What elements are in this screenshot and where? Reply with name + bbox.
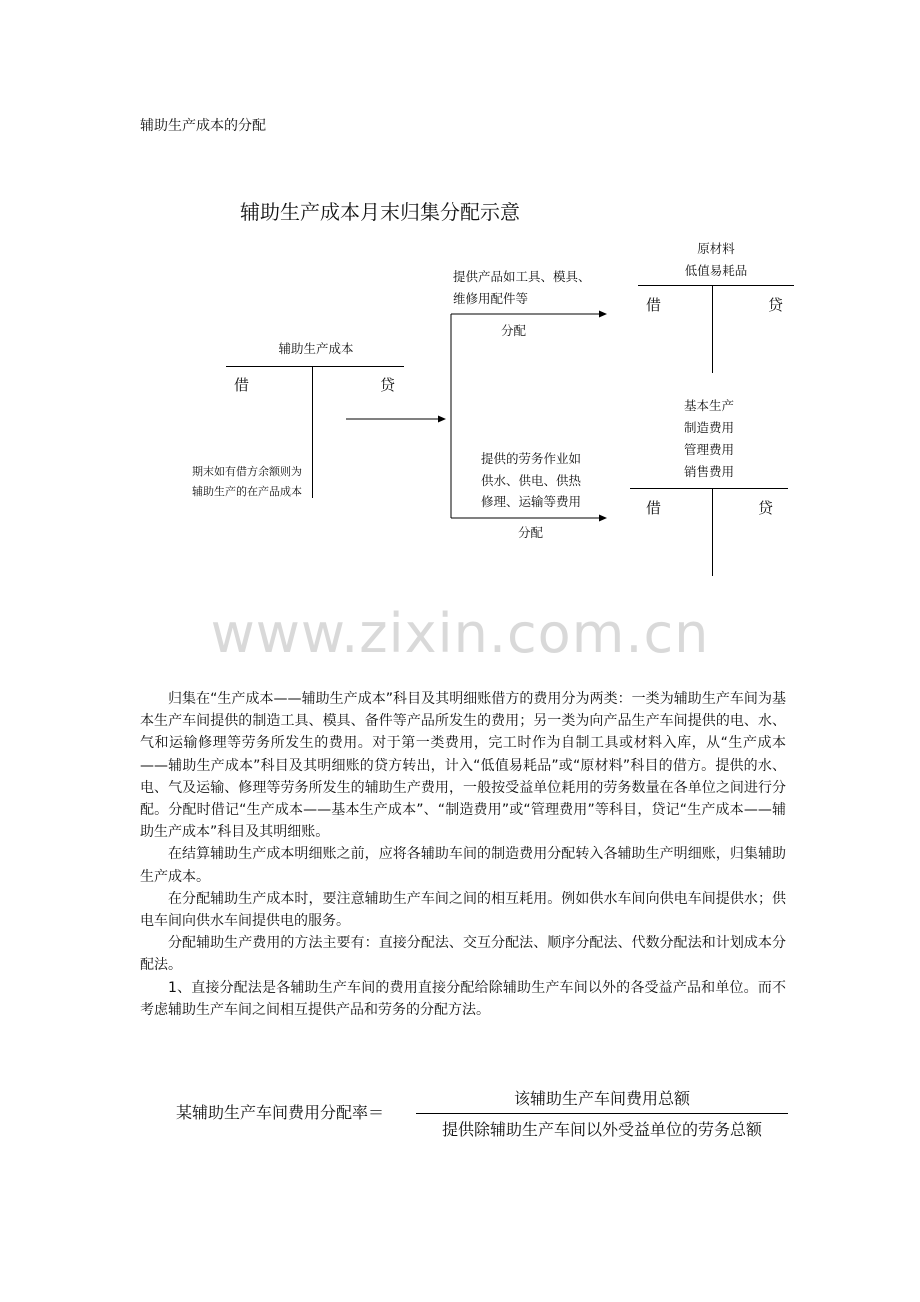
lower-account-divider	[712, 488, 713, 576]
paragraph-2: 在结算辅助生产成本明细账之前，应将各辅助车间的制造费用分配转入各辅助生产明细账，归集辅助生产成本。	[140, 846, 786, 885]
left-account-note-1: 期末如有借方余额则为	[192, 465, 302, 478]
lower-account-credit: 贷	[758, 499, 774, 517]
lower-account-top-line	[630, 488, 788, 489]
lower-account-debit: 借	[646, 499, 662, 517]
upper-account-name-2: 低值易耗品	[684, 263, 748, 278]
paragraph-4: 分配辅助生产费用的方法主要有：直接分配法、交互分配法、顺序分配法、代数分配法和计划成本分配法。	[140, 935, 786, 974]
left-account-credit: 贷	[380, 376, 396, 394]
upper-account-credit: 贷	[768, 296, 784, 314]
lower-account-name-4: 销售费用	[683, 464, 734, 479]
upper-account-name-1: 原材料	[697, 241, 735, 256]
formula-lhs: 某辅助生产车间费用分配率＝	[176, 1103, 385, 1122]
upper-account-top-line	[638, 285, 794, 286]
body-text	[140, 688, 786, 1021]
upper-branch-desc-2: 维修用配件等	[453, 291, 529, 306]
paragraph-3: 在分配辅助生产成本时，要注意辅助生产车间之间的相互耗用。例如供水车间向供电车间提供水；供电车间向供水车间提供电的服务。	[140, 890, 786, 930]
lower-account-name-1: 基本生产	[683, 398, 734, 413]
lower-branch-desc-3: 修理、运输等费用	[481, 494, 582, 509]
lower-account-name-2: 制造费用	[683, 420, 734, 435]
upper-branch-desc-1: 提供产品如工具、模具、	[453, 269, 591, 284]
lower-branch-desc-1: 提供的劳务作业如	[481, 451, 582, 466]
paragraph-1: 归集在“生产成本——辅助生产成本”科目及其明细账借方的费用分为两类：一类为辅助生产车间为基本生产车间提供的制造工具、模具、备件等产品所发生的费用；另一类为向产品生产车间提供的电、水、气和运输修理等劳务所发生的费用。对于第一类费用，完工时作为自制工具或材料入库，从“生产成本——辅助生产成本”科目及其明细账的贷方转出，计入“低值易耗品”或“原材料”科目的借方。提供的水、电、气及运输、修理等劳务所发生的辅助生产费用，一般按受益单位耗用的劳务数量在各单位之间进行分配。分配时借记“生产成本——基本生产成本”、“制造费用”或“管理费用”等科目，贷记“生产成本——辅助生产成本”科目及其明细账。	[140, 691, 786, 841]
upper-account-divider	[712, 285, 713, 373]
diagram-title: 辅助生产成本月末归集分配示意	[240, 200, 520, 224]
upper-account-debit: 借	[646, 296, 662, 314]
upper-branch-action: 分配	[501, 323, 527, 338]
formula-numerator: 该辅助生产车间费用总额	[513, 1089, 690, 1108]
fraction-bar	[416, 1113, 788, 1114]
lower-account-name-3: 管理费用	[683, 442, 734, 457]
left-account-name: 辅助生产成本	[278, 341, 354, 356]
formula-fraction	[416, 1086, 788, 1140]
watermark: www.zixin.com.cn	[210, 602, 710, 665]
left-account-debit: 借	[234, 376, 250, 394]
document-heading: 辅助生产成本的分配	[140, 118, 266, 134]
allocation-rate-formula	[176, 1086, 796, 1142]
formula-denominator: 提供除辅助生产车间以外受益单位的劳务总额	[441, 1120, 762, 1139]
left-account-note-2: 辅助生产的在产品成本	[192, 485, 302, 498]
lower-branch-action: 分配	[518, 525, 544, 540]
paragraph-5: 1、直接分配法是各辅助生产车间的费用直接分配给除辅助生产车间以外的各受益产品和单位。而不考虑辅助生产车间之间相互提供产品和劳务的分配方法。	[140, 979, 786, 1018]
lower-branch-desc-2: 供水、供电、供热	[481, 473, 582, 488]
